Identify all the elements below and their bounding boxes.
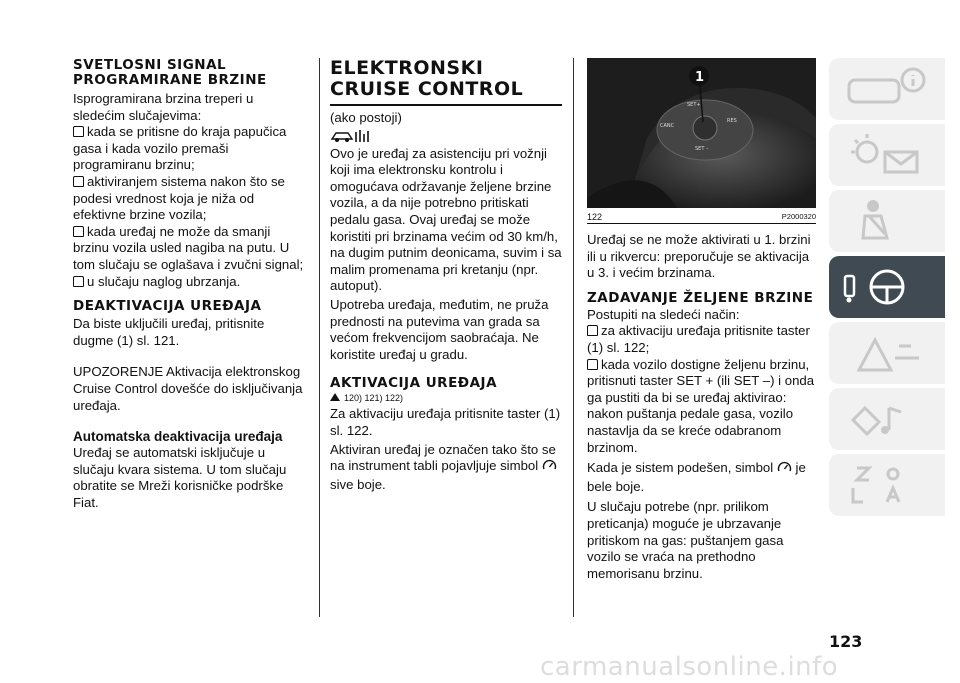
cruise-control-icon bbox=[542, 459, 557, 477]
column-divider bbox=[573, 58, 574, 617]
section-title-cruise-control: ELEKTRONSKI CRUISE CONTROL bbox=[330, 58, 562, 106]
figure-code: P2000320 bbox=[781, 212, 816, 221]
steering-wheel-controls-illustration bbox=[587, 58, 816, 208]
multimedia-icon bbox=[829, 388, 945, 450]
paragraph: Uređaj se automatski isključuje u slučaju kvara sistema. U tom slučaju obratite se Mreži korisničke podrške Fiat. bbox=[73, 445, 287, 510]
warning-note: UPOZORENJE Aktivacija elektronskog Cruise Control dovešće do isključivanja uređaja. bbox=[73, 364, 303, 413]
emergency-icon bbox=[829, 322, 945, 384]
column-divider bbox=[319, 58, 320, 617]
set-minus-label: SET – bbox=[695, 146, 709, 152]
bullet-icon bbox=[587, 359, 598, 370]
section-title-deactivation: DEAKTIVACIJA UREĐAJA bbox=[73, 298, 262, 315]
steering-wheel-icon bbox=[829, 256, 945, 318]
figure-122 bbox=[587, 58, 816, 224]
column-3 bbox=[587, 58, 819, 582]
paragraph: Kada je sistem podešen, simbol je bele boje. bbox=[587, 460, 806, 494]
tab-multimedia[interactable] bbox=[829, 388, 945, 450]
list-item: kada vozilo dostigne željenu brzinu, pritisnuti taster SET + (ili SET –) i onda ga pustiti da bi se uređaj aktivirao: nakon puštanja pedale gasa, vozilo nastavlja da se kreće odabranom brzinom. bbox=[587, 356, 815, 455]
optional-note: (ako postoji) bbox=[330, 110, 402, 125]
bullet-icon bbox=[73, 226, 84, 237]
set-plus-label: SET+ bbox=[687, 102, 701, 108]
tab-emergency[interactable] bbox=[829, 322, 945, 384]
list-item: kada uređaj ne može da smanji brzinu vozila usled nagiba na putu. U tom slučaju se oglašava i zvučni signal; bbox=[73, 223, 304, 272]
warning-triangle-icon bbox=[330, 393, 340, 401]
paragraph: Upotreba uređaja, međutim, ne pruža prednosti na putevima van grada sa većom frekvencijom saobraćaja. Ne koristite uređaj u gradu. bbox=[330, 296, 549, 362]
bullet-icon bbox=[73, 126, 84, 137]
index-icon bbox=[829, 454, 945, 516]
bullet-list bbox=[587, 323, 819, 456]
paragraph: Za aktivaciju uređaja pritisnite taster (1) sl. 122. bbox=[330, 406, 561, 438]
column-2 bbox=[330, 58, 562, 493]
column-1 bbox=[73, 58, 305, 511]
page-number: 123 bbox=[829, 632, 863, 651]
bullet-icon bbox=[587, 325, 598, 336]
paragraph: Uređaj se ne može aktivirati u 1. brzini ili u rikvercu: preporučuje se aktivacija u 3. i većim brzinama. bbox=[587, 232, 811, 281]
bullet-icon bbox=[73, 276, 84, 287]
section-title-speed-signal: SVETLOSNI SIGNAL PROGRAMIRANE BRZINE bbox=[73, 57, 267, 88]
paragraph: Ovo je uređaj za asistenciju pri vožnji koji ima elektronsku kontrolu i omogućava održavanje željene brzine vozila, a da nije potrebno pritiskati pedalu gasa. Ovaj uređaj se može koristiti pri brzinama većim od 30 km/h, na dugim putnim deonicama, suvim i sa malim promenama pri kretanju (npr. autoput). bbox=[330, 145, 562, 294]
figure-number: 122 bbox=[587, 212, 603, 222]
tab-warning-lights[interactable] bbox=[829, 124, 945, 186]
list-item: kada se pritisne do kraja papučica gasa i kada vozilo premaši programiranu brzinu; bbox=[73, 124, 287, 173]
paragraph: U slučaju potrebe (npr. prilikom preticanja) moguće je ubrzavanje pritiskom na gas: puštanjem gasa vozilo se vraća na prethodno memorisanu brzinu. bbox=[587, 499, 784, 581]
list-item: u slučaju naglog ubrzanja. bbox=[73, 274, 305, 291]
optional-equipment-icon bbox=[330, 128, 562, 144]
watermark: carmanualsonline.info bbox=[540, 652, 839, 682]
list-item: aktiviranjem sistema nakon što se podesi vrednost koja je niža od efektivne brzine vozila; bbox=[73, 173, 285, 223]
section-title-activation: AKTIVACIJA UREĐAJA bbox=[330, 375, 498, 392]
bullet-list bbox=[73, 124, 305, 290]
subsection-title-auto-deactivation: Automatska deaktivacija uređaja bbox=[73, 429, 283, 445]
reference-notes: 120) 121) 122) bbox=[330, 392, 562, 404]
tab-steering-wheel[interactable] bbox=[829, 256, 945, 318]
callout-number: 1 bbox=[695, 70, 705, 85]
paragraph: Aktiviran uređaj je označen tako što se na instrument tabli pojavljuje simbol sive boje. bbox=[330, 441, 556, 492]
paragraph: Da biste uključili uređaj, pritisnite dugme (1) sl. 121. bbox=[73, 316, 265, 348]
warning-lights-icon bbox=[829, 124, 945, 186]
canc-label: CANC bbox=[660, 123, 675, 129]
tab-index[interactable] bbox=[829, 454, 945, 516]
tab-car-info[interactable] bbox=[829, 58, 945, 120]
list-item: za aktivaciju uređaja pritisnite taster (1) sl. 122; bbox=[587, 323, 810, 355]
car-info-icon bbox=[829, 58, 945, 120]
res-label: RES bbox=[727, 118, 737, 124]
bullet-icon bbox=[73, 176, 84, 187]
paragraph: Isprogramirana brzina treperi u sledećim slučajevima: bbox=[73, 91, 254, 123]
section-title-set-speed: ZADAVANJE ŽELJENE BRZINE bbox=[587, 289, 814, 306]
cruise-control-icon bbox=[777, 461, 792, 479]
tab-safety[interactable] bbox=[829, 190, 945, 252]
safety-icon bbox=[829, 190, 945, 252]
paragraph: Postupiti na sledeći način: bbox=[587, 306, 740, 322]
